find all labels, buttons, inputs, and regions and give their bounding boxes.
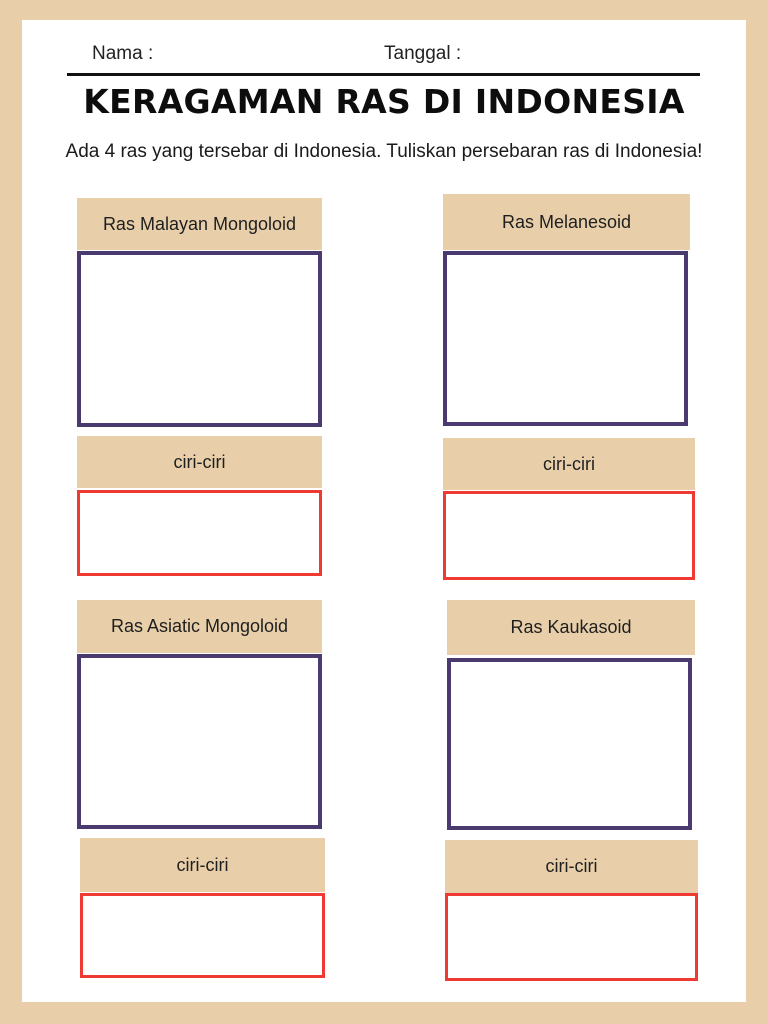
page-title: KERAGAMAN RAS DI INDONESIA <box>83 82 685 121</box>
region-box-melanesoid[interactable] <box>443 251 688 426</box>
race-tag-melanesoid: Ras Melanesoid <box>443 194 690 250</box>
region-box-asiatic-mongoloid[interactable] <box>77 654 322 829</box>
traits-tag-malayan-mongoloid: ciri-ciri <box>77 436 322 488</box>
tanggal-label: Tanggal : <box>384 43 462 64</box>
region-box-malayan-mongoloid[interactable] <box>77 251 322 427</box>
header-divider <box>67 73 700 76</box>
traits-box-malayan-mongoloid[interactable] <box>77 490 322 576</box>
race-tag-kaukasoid: Ras Kaukasoid <box>447 600 695 655</box>
traits-box-melanesoid[interactable] <box>443 491 695 580</box>
region-box-kaukasoid[interactable] <box>447 658 692 830</box>
traits-tag-asiatic-mongoloid: ciri-ciri <box>80 838 325 892</box>
race-tag-asiatic-mongoloid: Ras Asiatic Mongoloid <box>77 600 322 653</box>
traits-box-kaukasoid[interactable] <box>445 893 698 981</box>
traits-tag-melanesoid: ciri-ciri <box>443 438 695 490</box>
traits-tag-kaukasoid: ciri-ciri <box>445 840 698 893</box>
instruction-text: Ada 4 ras yang tersebar di Indonesia. Tuliskan persebaran ras di Indonesia! <box>65 141 703 162</box>
race-tag-malayan-mongoloid: Ras Malayan Mongoloid <box>77 198 322 250</box>
nama-label: Nama : <box>92 43 154 64</box>
worksheet-page <box>22 20 746 1002</box>
traits-box-asiatic-mongoloid[interactable] <box>80 893 325 978</box>
